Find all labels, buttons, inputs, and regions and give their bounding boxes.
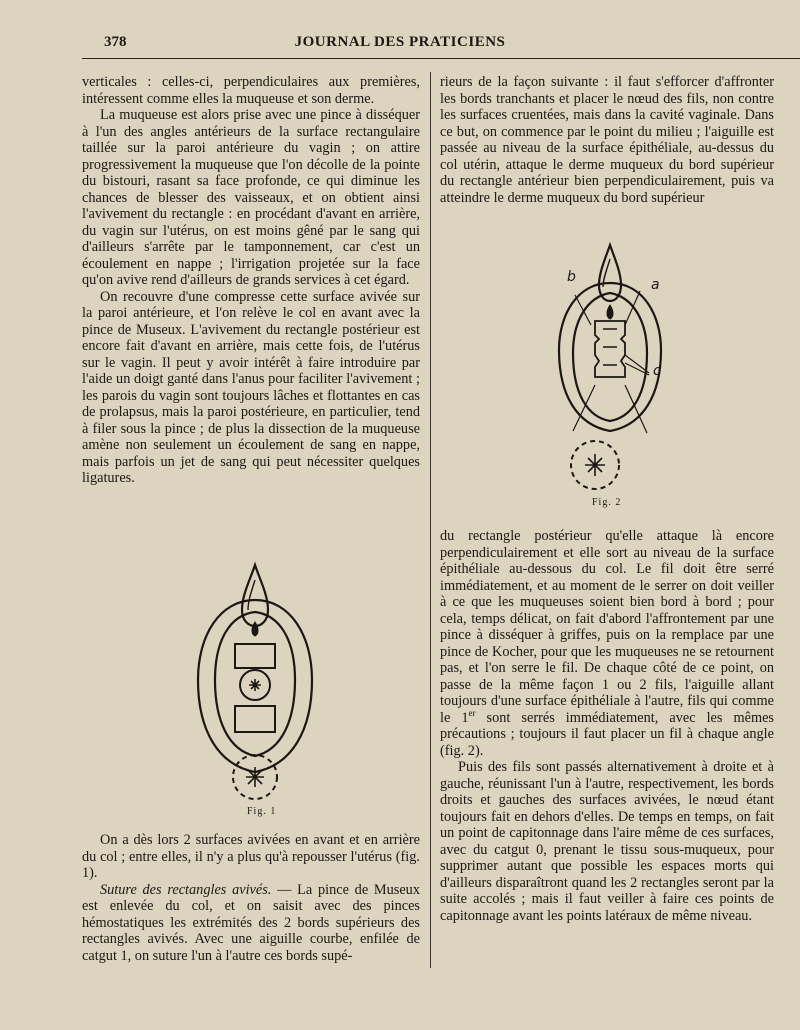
section-heading: Suture des rectangles avivés. — [100, 881, 272, 898]
right-column-text — [440, 74, 774, 206]
column-separator — [430, 72, 431, 968]
paragraph: Puis des fils sont passés alternativement à droite et à gauche, réunissant l'un à l'autre, respectivement, les bords droits et gauches des surfaces avivées, le nœud étant toujours fait en dehors d'elles. De temps en temps, on fait un point de capitonnage dans l'aire même de ces surfaces, avec du catgut 0, prenant le tissu sous-muqueux, pour supprimer autant que possible les espaces morts qui d'ailleurs disparaîtront quand les 2 rectangles seront par la suite accolés ; mais il faut veiller à faire ces points de capitonnage avant les points latéraux de même niveau. — [440, 759, 774, 924]
page-header — [0, 0, 800, 64]
figure-label-c: c — [653, 363, 661, 379]
figure-1-illustration — [180, 540, 330, 840]
paragraph: On a dès lors 2 surfaces avivées en avant et en arrière du col ; entre elles, il n'y a plus qu'à repousser l'utérus (fig. 1). — [82, 832, 420, 881]
figure-label-a: a — [651, 277, 660, 293]
paragraph: La muqueuse est alors prise avec une pince à disséquer à l'un des angles antérieurs de la surface rectangulaire taillée sur la paroi antérieure du vagin ; on attire progressivement la muqueuse que l'on décolle de la pointe du bistouri, rasant sa face profonde, ce qui diminue les chances de blesser des vaisseaux, et on obtient ainsi l'avivement du rectangle : en procédant d'avant en arrière, du vagin sur l'utérus, on est moins gêné par le sang qui d'ailleurs s'arrête par le tamponnement, car c'est un écoulement en nappe ; l'irrigation projetée sur la face qu'on avive rend d'ailleurs de grands services à cet égard. — [82, 107, 420, 288]
right-column-text-bottom — [440, 528, 774, 924]
paragraph-text: du rectangle postérieur qu'elle attaque là encore perpendiculairement et elle sort au niveau de la surface épithéliale au-dessous du col. Le fil doit être serré immédiatement, et au moment de le serrer on doit veiller à ce que les muqueuses soient bien bord à bord ; pour cela, temps délicat, on fait d'abord l'affrontement par une pince à disséquer à griffes, puis on la remplace par une pince de Kocher, pour que les muqueuses ne se retournent pas, et l'on serre le fil. De chaque côté de ce point, on passe de la même façon 1 ou 2 fils, l'aiguille allant toujours d'une surface épithéliale à l'autre, fils qui comme le 1 — [440, 528, 774, 726]
paragraph — [82, 882, 420, 965]
paragraph: verticales : celles-ci, perpendiculaires aux premières, intéressent comme elles la muqueuse et son derme. — [82, 74, 420, 107]
figure-label-b: b — [567, 269, 576, 285]
paragraph: rieurs de la façon suivante : il faut s'efforcer d'affronter les bords tranchants et placer le nœud des fils, non contre les surfaces cruentées, mais dans la cavité vaginale. Dans ce but, on commence par le point du milieu ; l'aiguille est passée au niveau de la surface épithéliale, au-dessus du col utérin, attaque le derme muqueux du bord supérieur du rectangle antérieur bien perpendiculairement, puis va atteindre le derme muqueux du bord supérieur — [440, 74, 774, 206]
paragraph: On recouvre d'une compresse cette surface avivée sur la paroi antérieure, et l'on relève le col en avant avec la pince de Museux. L'avivement du rectangle postérieur est encore fait d'avant en arrière, mais cette fois, de l'utérus sur le vagin. Il peut y avoir intérêt à faire introduire par l'aide un doigt ganté dans l'anus pour faciliter l'avivement ; les parois du vagin sont toujours lâches et flottantes en cas de prolapsus, mais la paroi postérieure, en particulier, tend à filer sous la pince ; de plus la dissection de la muqueuse amène non seulement un écoulement de sang en nappe, mais parfois un jet de sang qui peut nécessiter quelques ligatures. — [82, 288, 420, 486]
left-column-text — [82, 74, 420, 487]
paragraph — [440, 528, 774, 759]
figure-2-illustration — [545, 235, 675, 525]
paragraph-text: — La pince de Museux est enlevée du col, et on saisit avec des pinces hémostatiques les extrémités des 2 bords supérieurs des rectangles avivés. Avec une aiguille courbe, enfilée de catgut 1, on suture l'un à l'autre ces bords supé- — [82, 881, 420, 964]
header-rule — [82, 58, 800, 59]
superscript: er — [468, 707, 476, 718]
figure-2-caption: Fig. 2 — [592, 497, 622, 508]
left-column-text-bottom — [82, 832, 420, 964]
page-number: 378 — [104, 34, 127, 50]
figure-1-caption: Fig. 1 — [247, 806, 277, 817]
running-title: JOURNAL DES PRATICIENS — [294, 34, 506, 50]
paragraph-text: sont serrés immédiatement, avec les mêmes précautions ; toujours il faut placer un fil à chaque angle (fig. 2). — [440, 709, 775, 759]
